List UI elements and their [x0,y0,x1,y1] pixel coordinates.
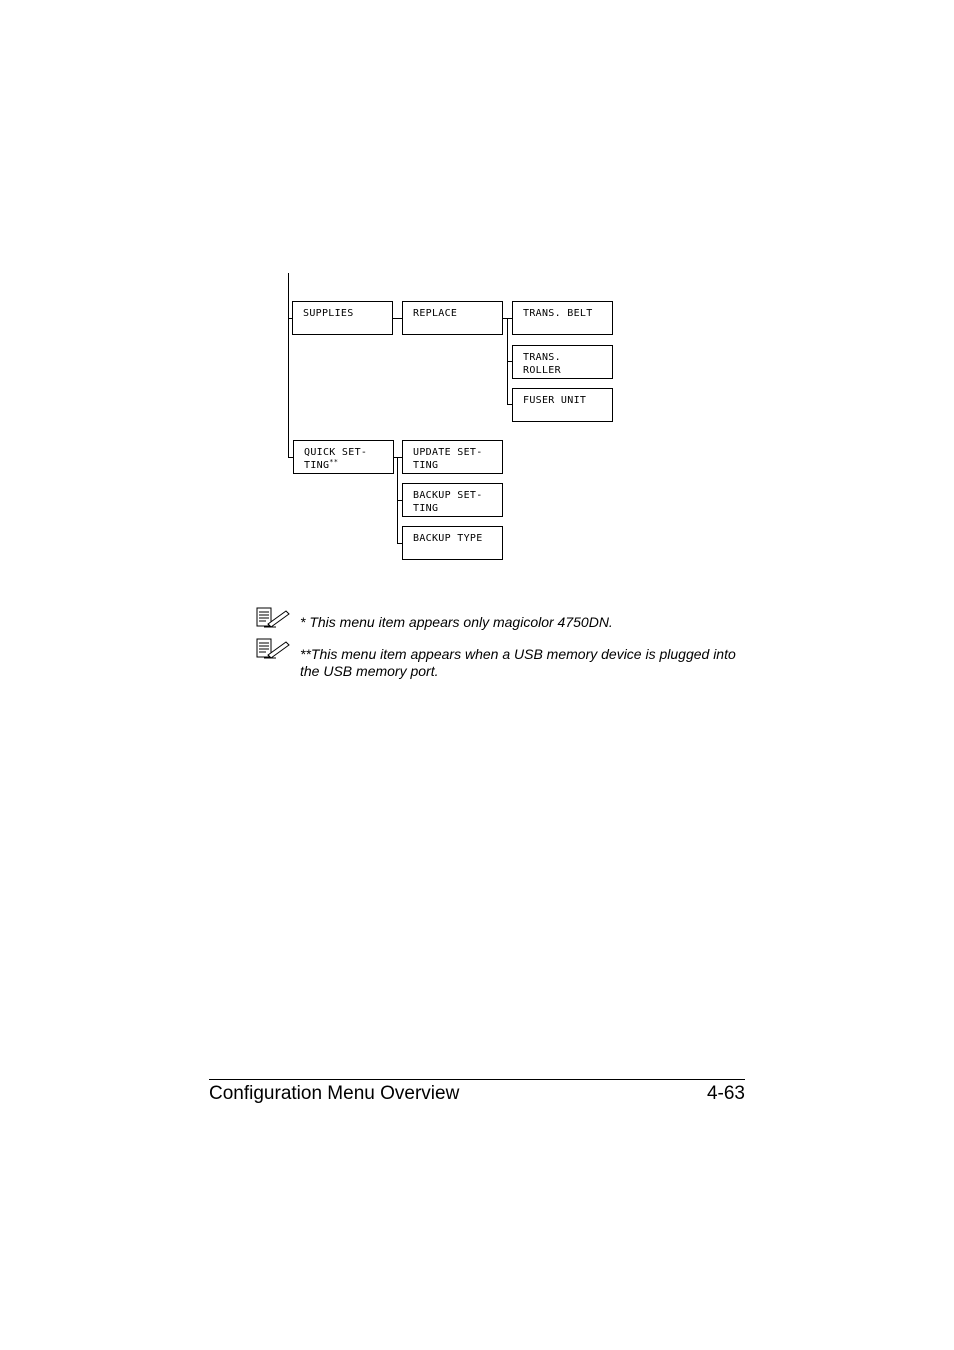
footnote-line: **This menu item appears when a USB memory device is plugged into [300,646,736,662]
menu-node-replace [402,301,503,335]
footnote-marker: ** [329,458,339,466]
menu-node-update-setting [402,440,503,474]
footnote-double-star [300,646,750,680]
footnote-line: the USB memory port. [300,663,439,679]
node-label: BACKUP TYPE [413,533,483,544]
page-number: 4-63 [706,1083,745,1104]
menu-tree-diagram [0,0,954,600]
node-label: SUPPLIES [303,308,354,319]
menu-node-supplies [292,301,393,335]
menu-node-fuser-unit [512,388,613,422]
trunk-line [288,273,289,457]
note-pencil-icon [256,638,290,660]
node-label: REPLACE [413,308,458,319]
node-label: ROLLER [523,365,561,376]
note-pencil-icon [256,607,290,629]
footnote-single-star: * This menu item appears only magicolor 4750DN. [300,614,613,630]
node-label: QUICK SET- [304,447,368,458]
menu-node-trans-roller [512,345,613,379]
node-label: TING [413,503,439,514]
footer-title: Configuration Menu Overview [209,1083,460,1104]
node-label: TRANS. [523,352,561,363]
node-label: BACKUP SET- [413,490,483,501]
node-label: UPDATE SET- [413,447,483,458]
menu-node-backup-setting [402,483,503,517]
node-label: TING [304,460,330,471]
node-label: TING [413,460,439,471]
menu-node-backup-type [402,526,503,560]
menu-node-trans-belt [512,301,613,335]
node-label: TRANS. BELT [523,308,593,319]
connector-line [392,318,402,319]
footer-rule [209,1079,745,1080]
node-label: FUSER UNIT [523,395,587,406]
menu-node-quick-setting [293,440,394,474]
